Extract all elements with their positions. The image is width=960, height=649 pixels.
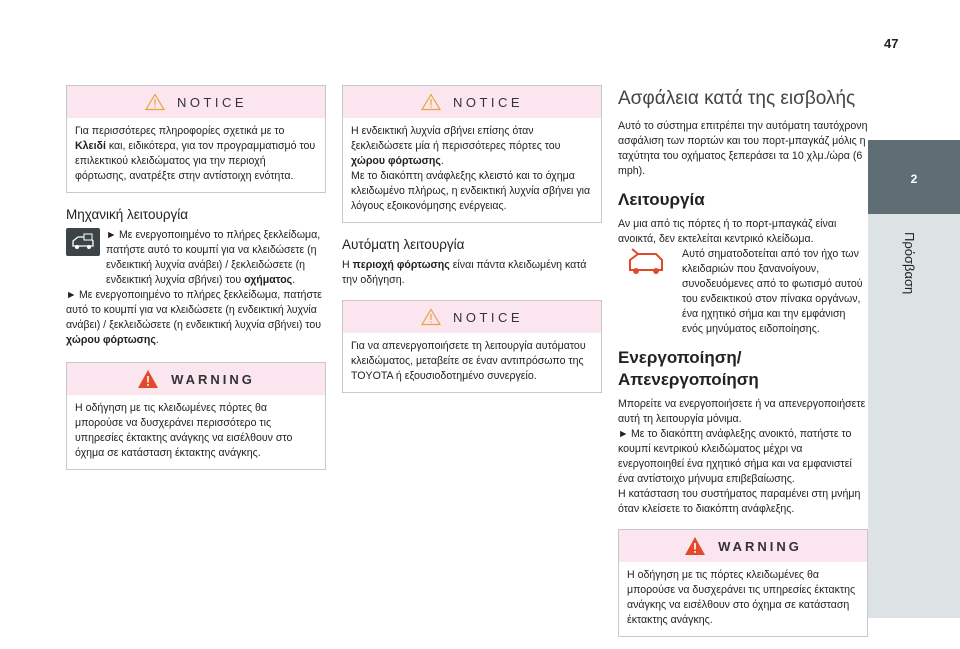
- section-label: Πρόσβαση: [902, 232, 917, 295]
- section-title: Ασφάλεια κατά της εισβολής: [618, 88, 856, 109]
- manual-p1-text: Με ενεργοποιημένο το πλήρες ξεκλείδωμα, πατήστε αυτό το κουμπί για να κλειδώσετε (η ενδεικτική λυχνία ανάβει) / ξεκλειδώσετε (η ενδεικτική λυχνία σβήνει) του: [106, 229, 321, 286]
- page-number: 47: [884, 36, 899, 51]
- activation-p3: Η κατάσταση του συστήματος παραμένει στη μνήμη όταν κλείσετε το διακόπτη ανάφλεξης.: [618, 488, 861, 515]
- bullet-arrow-icon: ►: [66, 289, 77, 301]
- manual-operation-text: [106, 228, 326, 288]
- notice-box-key: [66, 85, 326, 193]
- notice-text: Η ενδεικτική λυχνία σβήνει επίσης όταν ξεκλειδώσετε μία ή περισσότερες πόρτες του: [351, 125, 561, 152]
- activation-p1: Μπορείτε να ενεργοποιήσετε ή να απενεργοποιήσετε αυτή τη λειτουργία μόνιμα.: [618, 398, 866, 425]
- activation-p2: [618, 427, 868, 487]
- warning-triangle-outline-icon: [421, 308, 441, 326]
- auto-operation-text: [342, 258, 602, 288]
- notice-body: [343, 118, 601, 222]
- warning-body: Η οδήγηση με τις κλειδωμένες πόρτες θα μπορούσε να δυσχεράνει περισσότερο τις υπηρεσίες έκτακτης ανάγκης να εισέλθουν στο όχημα σε κατάσταση έκτακτης ανάγκης.: [75, 402, 293, 459]
- notice-text-2: Με το διακόπτη ανάφλεξης κλειστό και το όχημα κλειδωμένο πλήρως, η ενδεικτική λυχνία σβήνει για λόγους εξοικονόμησης ενέργειας.: [351, 170, 591, 212]
- notice-body: [67, 118, 325, 192]
- bullet-arrow-icon: ►: [106, 229, 117, 241]
- notice-text: Για περισσότερες πληροφορίες σχετικά με το: [75, 125, 285, 137]
- manual-operation-heading: Μηχανική λειτουργία: [66, 207, 189, 222]
- section-tab[interactable]: [868, 140, 960, 214]
- warning-triangle-outline-icon: [421, 93, 441, 111]
- warning-box-col3: [618, 529, 868, 637]
- column-1: [66, 85, 326, 484]
- manual-p1-bold: οχήματος: [244, 274, 293, 286]
- open-door-warning-icon: [624, 248, 668, 276]
- warning-triangle-outline-icon: [145, 93, 165, 111]
- column-2: [342, 85, 602, 407]
- notice-header: [67, 86, 325, 118]
- activation-p2-text: Με το διακόπτη ανάφλεξης ανοικτό, πατήστε το κουμπί κεντρικού κλειδώματος μέχρι να ενεργοποιηθεί ένα ηχητικό σήμα και να εμφανιστεί ένα αντίστοιχο μήνυμα επιβεβαίωσης.: [618, 428, 852, 485]
- warning-box-col1: [66, 362, 326, 470]
- notice-text-bold: Κλειδί: [75, 140, 106, 152]
- notice-title: NOTICE: [176, 94, 248, 110]
- auto-text-a: Η: [342, 259, 353, 271]
- warning-triangle-icon: [137, 369, 159, 389]
- manual-p2-bold: χώρου φόρτωσης: [66, 334, 156, 346]
- auto-text-bold: περιοχή φόρτωσης: [352, 259, 450, 271]
- warning-title: WARNING: [718, 538, 802, 554]
- manual-p2-end: .: [155, 334, 159, 346]
- notice-text-cont: .: [440, 155, 444, 167]
- warning-header: [67, 363, 325, 395]
- notice-text-bold: χώρου φόρτωσης: [351, 155, 441, 167]
- warning-header: [619, 530, 867, 562]
- operation-heading: Λειτουργία: [618, 190, 705, 209]
- activation-heading: [618, 347, 868, 391]
- manual-p1-end: .: [292, 274, 296, 286]
- manual-p2: [66, 288, 326, 348]
- activation-heading-line2: Απενεργοποίηση: [618, 370, 759, 389]
- section-number: 2: [910, 172, 918, 186]
- notice-header: [343, 86, 601, 118]
- auto-operation-heading: Αυτόματη λειτουργία: [342, 237, 465, 252]
- operation-p2-wrap: [618, 247, 868, 337]
- bullet-arrow-icon: ►: [618, 428, 629, 440]
- notice-body: Για να απενεργοποιήσετε τη λειτουργία αυτόματου κλειδώματος, μεταβείτε σε έναν αντιπρόσωπο της TOYOTA ή εξουσιοδοτημένο συνεργείο.: [351, 340, 586, 382]
- operation-p2: Αυτό σηματοδοτείται από τον ήχο των κλειδαριών που ξανανοίγουν, συνοδευόμενες από το φωτισμό αυτού του ενδεικτικού στον πίνακα οργάνων, ένα ηχητικό σήμα και την εμφάνιση ενός μηνύματος ειδοποίησης.: [682, 248, 863, 335]
- cargo-lock-button-icon: [66, 228, 100, 256]
- warning-title: WARNING: [171, 371, 255, 387]
- activation-heading-line1: Ενεργοποίηση/: [618, 348, 742, 367]
- notice-header: [343, 301, 601, 333]
- notice-title: NOTICE: [452, 94, 524, 110]
- intro-text: Αυτό το σύστημα επιτρέπει την αυτόματη ταυτόχρονη ασφάλιση των πορτών και του πορτ-μπαγκάζ μόλις η ταχύτητα του οχήματος ξεπεράσει τα 10 χλμ./ώρα (6 mph).: [618, 120, 868, 177]
- warning-body: Η οδήγηση με τις πόρτες κλειδωμένες θα μπορούσε να δυσχεράνει τις υπηρεσίες έκτακτης ανάγκης να εισέλθουν στο όχημα σε κατάσταση έκτακτης ανάγκης.: [627, 569, 856, 626]
- notice-box-auto: [342, 300, 602, 393]
- column-3: [618, 85, 868, 649]
- manual-operation-row: [66, 228, 326, 288]
- warning-triangle-icon: [684, 536, 706, 556]
- notice-title: NOTICE: [452, 309, 524, 325]
- notice-text-cont: και, ειδικότερα, για τον προγραμματισμό του επιλεκτικού κλειδώματος για την περιοχή φόρτωσης, ανατρέξτε στην αντίστοιχη ενότητα.: [75, 140, 316, 182]
- auto-text-b: είναι πάντα κλειδωμένη κατά την οδήγηση.: [342, 259, 587, 286]
- manual-p2-text: Με ενεργοποιημένο το πλήρες ξεκλείδωμα, πατήστε αυτό το κουμπί για να κλειδώσετε (η ενδεικτική λυχνία ανάβει) / ξεκλειδώσετε (η ενδεικτική λυχνία σβήνει) του: [66, 289, 322, 331]
- operation-p1: Αν μια από τις πόρτες ή το πορτ-μπαγκάζ είναι ανοικτά, δεν εκτελείται κεντρικό κλείδωμα.: [618, 218, 837, 245]
- notice-box-indicator: [342, 85, 602, 223]
